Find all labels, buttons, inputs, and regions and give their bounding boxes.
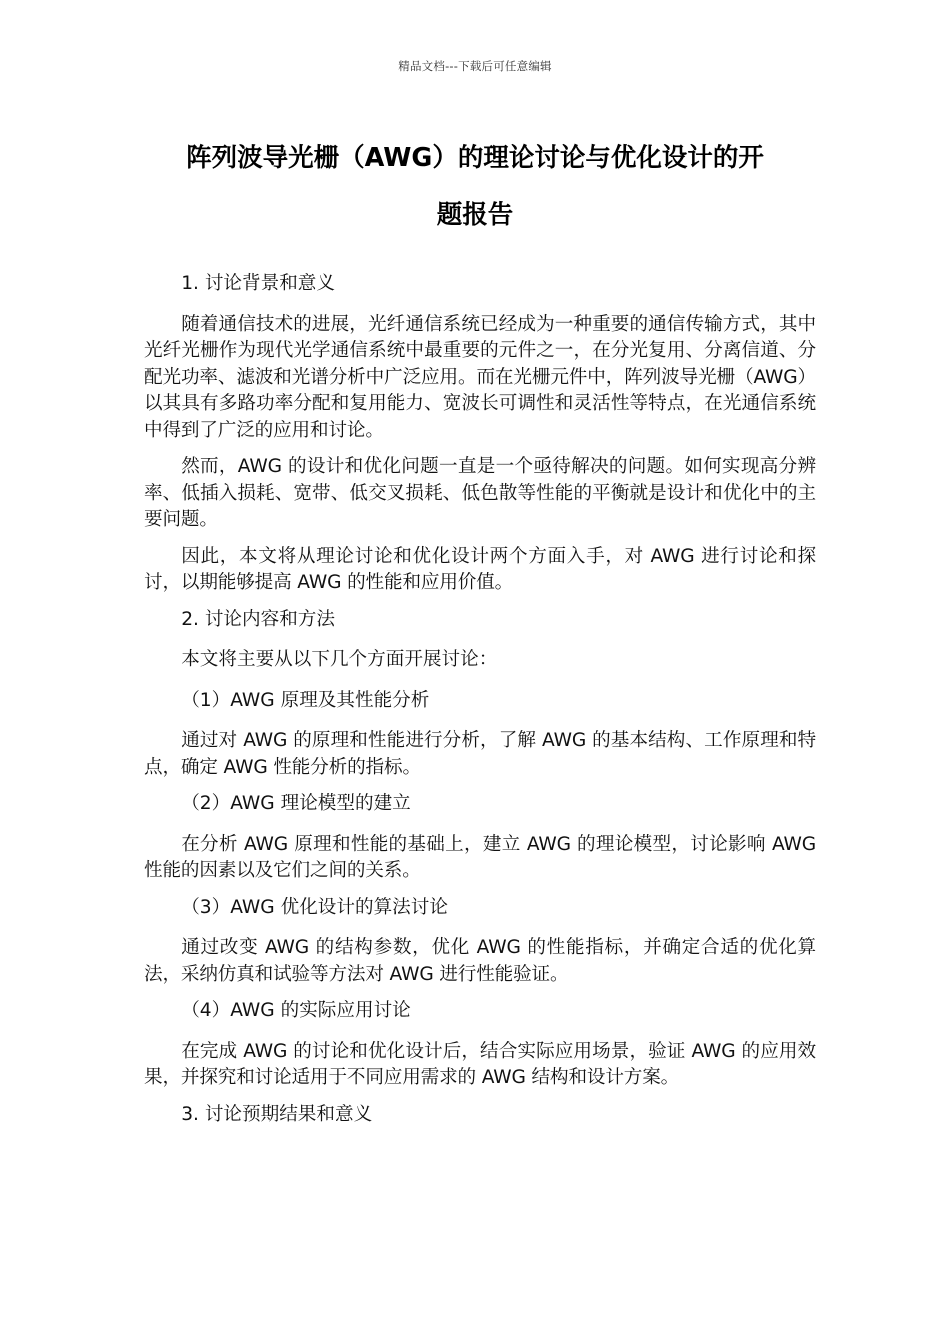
paragraph-methods-lead: 本文将主要从以下几个方面开展讨论： [181,649,498,670]
subheading-algorithm: （3）AWG 优化设计的算法讨论 [181,896,448,918]
paragraph-background-1: 随着通信技术的进展，光纤通信系统已经成为一种重要的通信传输方式，其中光纤光栅作为现代光学通信系统中最重要的元件之一，在分光复用、分离信道、分配光功率、滤波和光谱分析中广泛应用。而在光栅元件中，阵列波导光栅（AWG）以其具有多路功率分配和复用能力、宽波长可调性和灵活性等特点，在光通信系统中得到了广泛的应用和讨论。 [144,313,816,441]
subheading-application: （4）AWG 的实际应用讨论 [181,1000,411,1021]
subheading-model: （2）AWG 理论模型的建立 [181,793,411,814]
section-heading-content-methods: 2. 讨论内容和方法 [181,608,335,630]
paragraph-application: 在完成 AWG 的讨论和优化设计后，结合实际应用场景，验证 AWG 的应用效果，并探究和讨论适用于不同应用需求的 AWG 结构和设计方案。 [144,1040,816,1088]
subheading-principle: （1）AWG 原理及其性能分析 [181,689,430,711]
paragraph-algorithm: 通过改变 AWG 的结构参数，优化 AWG 的性能指标，并确定合适的优化算法，采纳仿真和试验等方法对 AWG 进行性能验证。 [144,937,816,985]
section-heading-expected-results: 3. 讨论预期结果和意义 [181,1103,373,1125]
document-title-line-1: 阵列波导光栅（AWG）的理论讨论与优化设计的开 [186,143,764,173]
document-body [144,271,816,1142]
paragraph-background-3: 因此，本文将从理论讨论和优化设计两个方面入手，对 AWG 进行讨论和探讨，以期能够提高 AWG 的性能和应用价值。 [144,545,816,593]
paragraph-principle: 通过对 AWG 的原理和性能进行分析，了解 AWG 的基本结构、工作原理和特点，确定 AWG 性能分析的指标。 [144,730,816,778]
header-note: 精品文档---下载后可任意编辑 [398,59,552,73]
section-heading-background: 1. 讨论背景和意义 [181,273,335,294]
paragraph-model: 在分析 AWG 原理和性能的基础上，建立 AWG 的理论模型，讨论影响 AWG 性能的因素以及它们之间的关系。 [144,833,816,881]
paragraph-background-2: 然而，AWG 的设计和优化问题一直是一个亟待解决的问题。如何实现高分辨率、低插入损耗、宽带、低交叉损耗、低色散等性能的平衡就是设计和优化中的主要问题。 [144,456,816,530]
document-title-line-2: 题报告 [436,200,514,230]
